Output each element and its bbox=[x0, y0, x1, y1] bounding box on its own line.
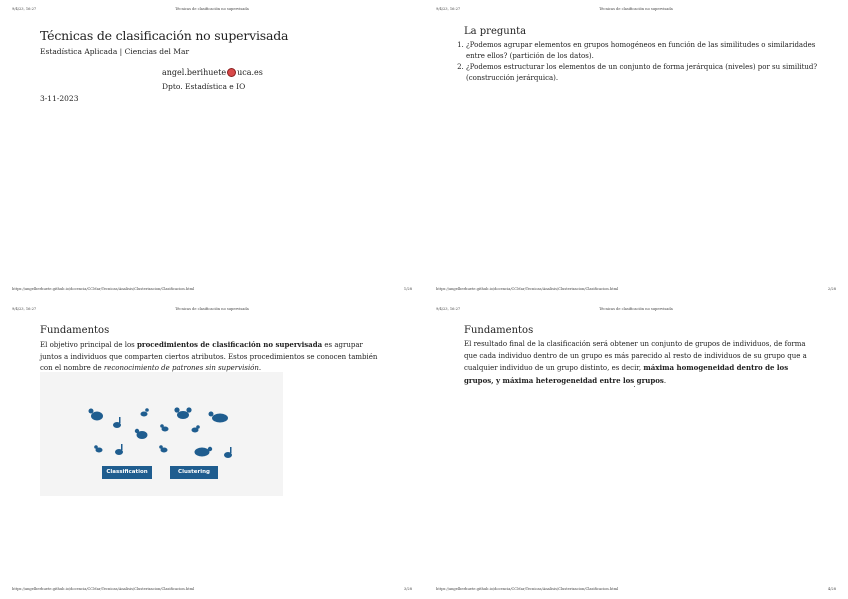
slide-page-2 bbox=[424, 0, 848, 299]
slide-page-1 bbox=[0, 0, 424, 299]
header-date: 9/4/23, 16:27 bbox=[436, 307, 461, 311]
header-title: Técnicas de clasificación no supervisada bbox=[599, 307, 673, 311]
page-number: 4/28 bbox=[827, 587, 836, 591]
footer-url[interactable]: https://angelberhuete.github.io/docencia/CCMar/Tecnicas/Analisis/Clusterizacion/Clasificacion.html bbox=[12, 287, 195, 291]
question-list bbox=[456, 40, 826, 84]
classification-label: Classification bbox=[102, 466, 152, 479]
paragraph: El objetivo principal de los procedimientos de clasificación no supervisada es agrupar juntos a individuos que comparten ciertos atributos. Estos procedimientos se conocen también con el nombre de reconocimiento de patrones sin supervisión. bbox=[40, 340, 378, 372]
list-item: 2. ¿Podemos estructurar los elementos de un conjunto de forma jerárquica (niveles) por su similitud? (construcción jerárquica). bbox=[466, 62, 826, 84]
footer-url[interactable]: https://angelberhuete.github.io/docencia/CCMar/Tecnicas/Analisis/Clusterizacion/Clasificacion.html bbox=[12, 587, 195, 591]
author-domain: uca.es bbox=[237, 68, 263, 77]
header-title: Técnicas de clasificación no supervisada bbox=[175, 7, 249, 11]
page-number: 2/28 bbox=[827, 287, 836, 291]
list-item: 1. ¿Podemos agrupar elementos en grupos homogéneos en función de las similitudes o similaridades entre ellos? (partición de los datos). bbox=[466, 40, 826, 62]
header-date: 9/4/23, 16:27 bbox=[12, 7, 37, 11]
author-email[interactable] bbox=[162, 68, 263, 77]
slide-page-3 bbox=[0, 300, 424, 599]
page-number: 1/28 bbox=[403, 287, 412, 291]
department: Dpto. Estadística e IO bbox=[162, 82, 246, 91]
divider-dot bbox=[634, 386, 635, 387]
section-heading: La pregunta bbox=[464, 26, 527, 37]
presentation-title: Técnicas de clasificación no supervisada bbox=[40, 28, 289, 43]
at-icon bbox=[227, 68, 236, 77]
classification-vs-clustering-figure bbox=[40, 372, 283, 496]
paragraph: El resultado final de la clasificación será obtener un conjunto de grupos de individuos, de forma que cada individuo dentro de un grupo es más parecido al resto de individuos de su grupo que a cualquier individuo de un grupo distinto, es decir, máxima homogeneidad dentro de los grupos, y máxima heterogeneidad entre los grupos. bbox=[464, 340, 807, 385]
page-number: 3/28 bbox=[403, 587, 412, 591]
header-date: 9/4/23, 16:27 bbox=[436, 7, 461, 11]
author-name: angel.berihuete bbox=[162, 68, 227, 77]
presentation-date: 3-11-2023 bbox=[40, 94, 79, 103]
section-heading: Fundamentos bbox=[464, 325, 534, 336]
header-date: 9/4/23, 16:27 bbox=[12, 307, 37, 311]
header-title: Técnicas de clasificación no supervisada bbox=[599, 7, 673, 11]
presentation-subtitle: Estadística Aplicada | Ciencias del Mar bbox=[40, 47, 190, 56]
section-heading: Fundamentos bbox=[40, 325, 110, 336]
animal-icons bbox=[40, 372, 283, 496]
footer-url[interactable]: https://angelberhuete.github.io/docencia/CCMar/Tecnicas/Analisis/Clusterizacion/Clasificacion.html bbox=[436, 287, 619, 291]
header-title: Técnicas de clasificación no supervisada bbox=[175, 307, 249, 311]
footer-url[interactable]: https://angelberhuete.github.io/docencia/CCMar/Tecnicas/Analisis/Clusterizacion/Clasificacion.html bbox=[436, 587, 619, 591]
slide-page-4 bbox=[424, 300, 848, 599]
clustering-label: Clustering bbox=[170, 466, 218, 479]
